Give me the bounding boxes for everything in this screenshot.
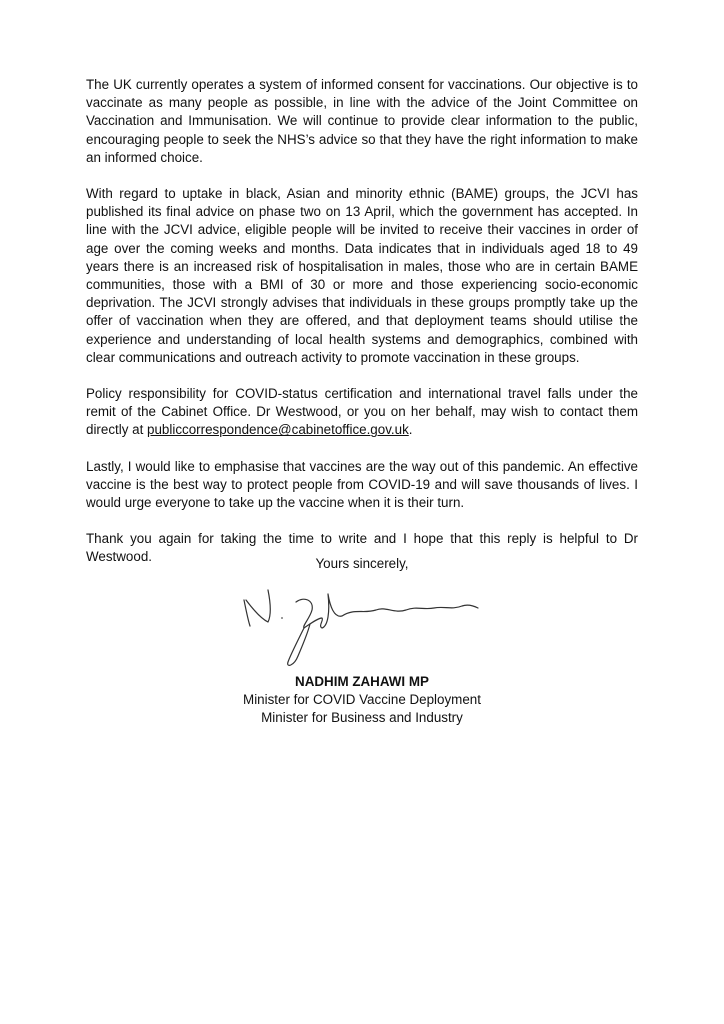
- paragraph-policy-responsibility: [86, 385, 638, 440]
- paragraph-vaccines-way-out: Lastly, I would like to emphasise that vaccines are the way out of this pandemic. An effective vaccine is the best way to protect people from COVID-19 and will save thousands of lives. I would urge everyone to take up the vaccine when it is their turn.: [86, 458, 638, 511]
- policy-text: Policy responsibility for COVID-status certification and international travel falls under the remit of the Cabinet Office. Dr Westwood, or you on her behalf, may wish to contact them directly at: [86, 386, 638, 438]
- letter-body: [86, 76, 638, 585]
- paragraph-bame-uptake: With regard to uptake in black, Asian and minority ethnic (BAME) groups, the JCVI has published its final advice on phase two on 13 April, which the government has accepted. In line with the JCVI advice, eligible people will be invited to receive their vaccines in order of age over the coming weeks and months. Data indicates that in individuals aged 18 to 49 years there is an increased risk of hospitalisation in males, those who are in certain BAME communities, those with a BMI of 30 or more and those experiencing socio-economic deprivation. The JCVI strongly advises that individuals in these groups promptly take up the offer of vaccination when they are offered, and that deployment teams should utilise the experience and understanding of local health systems and demographics, combined with clear communications and outreach activity to promote vaccination in these groups.: [86, 186, 638, 365]
- valediction: Yours sincerely,: [315, 556, 409, 571]
- policy-text-end: .: [408, 422, 413, 438]
- signatory-title-1: Minister for COVID Vaccine Deployment: [243, 692, 481, 707]
- signature-image: [238, 580, 498, 670]
- email-link[interactable]: publiccorrespondence@cabinetoffice.gov.uk: [147, 422, 409, 438]
- paragraph-thank-you: Thank you again for taking the time to write and I hope that this reply is helpful to Dr Westwood.: [86, 531, 638, 565]
- signatory-block: [0, 673, 724, 727]
- signatory-title-2: Minister for Business and Industry: [261, 710, 463, 725]
- paragraph-informed-consent: The UK currently operates a system of informed consent for vaccinations. Our objective is to vaccinate as many people as possible, in line with the advice of the Joint Committee on Vaccination and Immunisation. We will continue to provide clear information to the public, encouraging people to seek the NHS’s advice so that they have the right information to make an informed choice.: [86, 77, 638, 165]
- signatory-name: NADHIM ZAHAWI MP: [295, 674, 429, 689]
